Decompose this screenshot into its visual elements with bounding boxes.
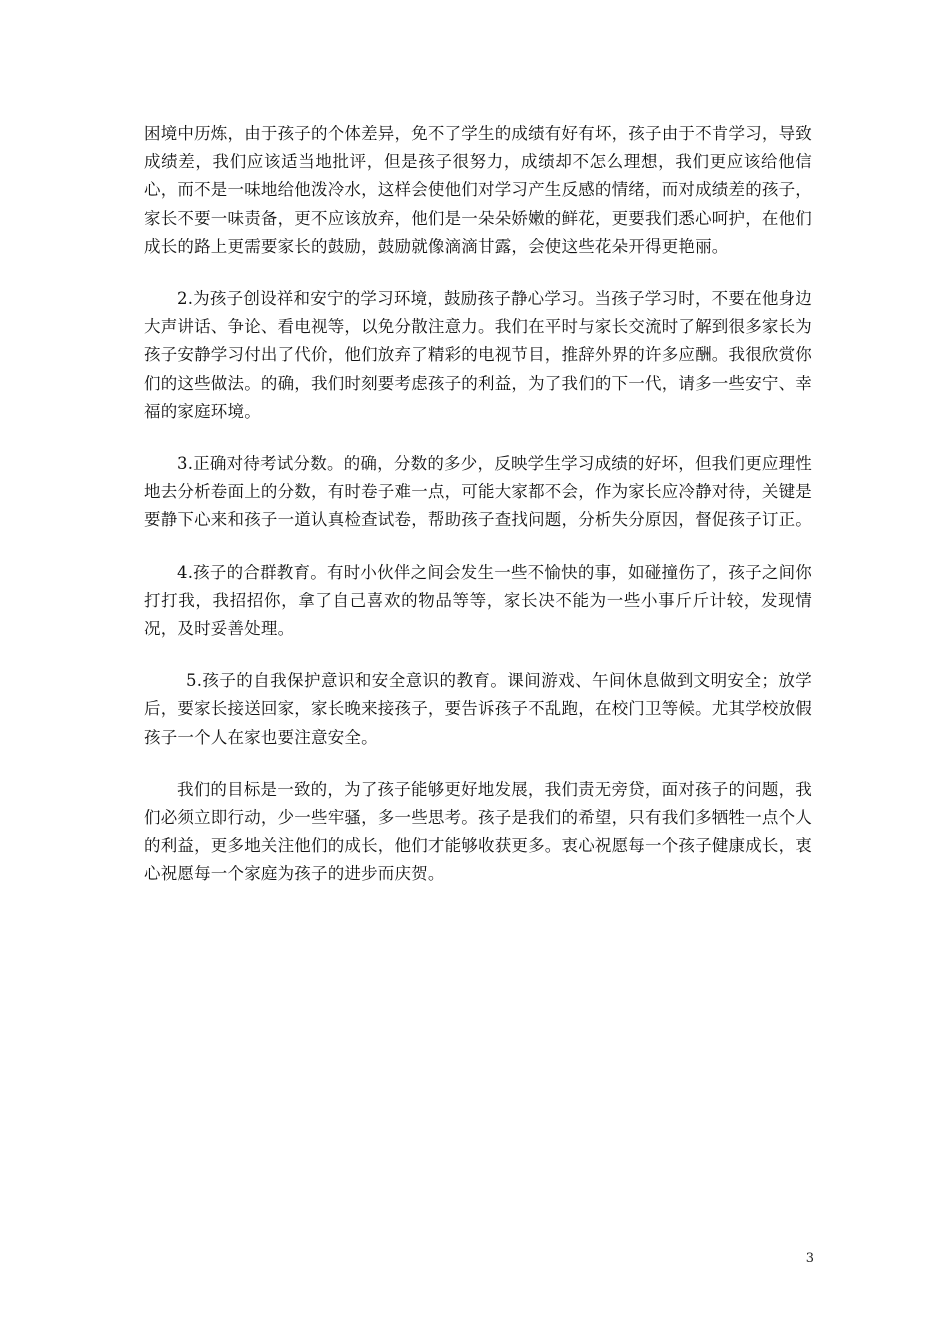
paragraph-conclusion: 我们的目标是一致的，为了孩子能够更好地发展，我们责无旁贷，面对孩子的问题，我们必须立即行动，少一些牢骚，多一些思考。孩子是我们的希望，只有我们多牺牲一点个人的利益，更多地关注他们的成长，他们才能够收获更多。衷心祝愿每一个孩子健康成长，衷心祝愿每一个家庭为孩子的进步而庆贺。 [144, 779, 812, 884]
paragraph-item-4: 4.孩子的合群教育。有时小伙伴之间会发生一些不愉快的事，如碰撞伤了，孩子之间你打打我，我招招你，拿了自己喜欢的物品等等，家长决不能为一些小事斤斤计较，发现情况，及时妥善处理。 [144, 562, 812, 639]
document-body [144, 120, 812, 913]
page-number: 3 [805, 1251, 814, 1266]
paragraph-item-5: 5.孩子的自我保护意识和安全意识的教育。课间游戏、午间休息做到文明安全；放学后，要家长接送回家，家长晚来接孩子，要告诉孩子不乱跑，在校门卫等候。尤其学校放假孩子一个人在家也要注意安全。 [144, 671, 812, 747]
paragraph-continuation: 困境中历炼，由于孩子的个体差异，免不了学生的成绩有好有坏，孩子由于不肯学习，导致成绩差，我们应该适当地批评，但是孩子很努力，成绩却不怎么理想，我们更应该给他信心，而不是一味地给他泼冷水，这样会使他们对学习产生反感的情绪，而对成绩差的孩子，家长不要一味责备，更不应该放弃，他们是一朵朵娇嫩的鲜花，更要我们悉心呵护，在他们成长的路上更需要家长的鼓励，鼓励就像滴滴甘露，会使这些花朵开得更艳丽。 [144, 124, 812, 256]
paragraph-item-3: 3.正确对待考试分数。的确，分数的多少，反映学生学习成绩的好坏，但我们更应理性地去分析卷面上的分数，有时卷子难一点，可能大家都不会，作为家长应冷静对待，关键是要静下心来和孩子一道认真检查试卷，帮助孩子查找问题，分析失分原因，督促孩子订正。 [144, 454, 812, 530]
paragraph-item-2: 2.为孩子创设祥和安宁的学习环境，鼓励孩子静心学习。当孩子学习时，不要在他身边大声讲话、争论、看电视等，以免分散注意力。我们在平时与家长交流时了解到很多家长为孩子安静学习付出了代价，他们放弃了精彩的电视节目，推辞外界的许多应酬。我很欣赏你们的这些做法。的确，我们时刻要考虑孩子的利益，为了我们的下一代，请多一些安宁、幸福的家庭环境。 [144, 289, 812, 421]
